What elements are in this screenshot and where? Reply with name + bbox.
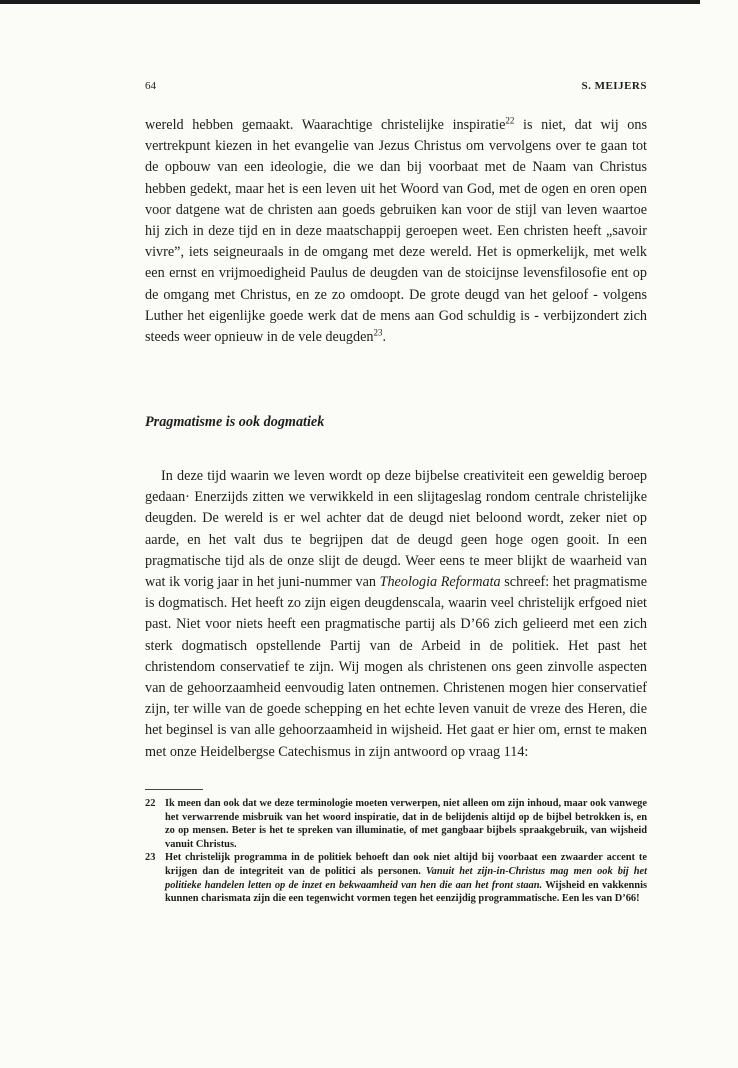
footnotes-section (145, 797, 647, 906)
top-border-rule (0, 0, 700, 4)
running-head-author: S. MEIJERS (581, 80, 647, 92)
footnote-text: Ik meen dan ook dat we deze terminologie moeten verwerpen, niet alleen om zijn inhoud, maar ook vanwege het verwarrende misbruik van het woord inspiratie, dat in de belijdenis altijd op de bijbel betrokken is, en zo op mensen. Beter is het te spreken van illuminatie, of met gangbaar bijbels spraakgebruik, van wijsheid vanuit Christus. (165, 798, 647, 850)
paragraph-1-text-a: wereld hebben gemaakt. Waarachtige christelijke inspiratie (145, 117, 506, 133)
footnote-number: 22 (145, 798, 156, 809)
footnote-22 (145, 797, 647, 851)
section-heading: Pragmatisme is ook dogmatiek (145, 414, 325, 430)
paragraph-1-text-b: is niet, dat wij ons vertrekpunt kiezen in het evangelie van Jezus Christus om vervolgens over te gaan tot de opbouw van een ideologie, die we dan bij voorbaat met de Naam van Christus hebben gedekt, maar het is een leven uit het Woord van God, met de ogen en oren open voor datgene wat de christen aan goeds gebruiken kan voor de stijl van leven waartoe hij zich in deze tijd en in deze maatschappij geroepen weet. Een christen heeft „savoir vivre”, iets seigneuraals in de omgang met deze wereld. Het is opmerkelijk, met welk een ernst en vrijmoedigheid Paulus de deugden van de stoicijnse levensfilosofie ent op de omgang met Christus, en ze zo omdoopt. De grote deugd van het geloof - volgens Luther het eigenlijke goede werk dat de mens aan God schuldig is - verbijzondert zich steeds weer opnieuw in de vele deugden (145, 117, 647, 346)
footnote-ref-22[interactable]: 22 (505, 115, 515, 126)
footnote-text-italic: Vanuit het zijn-in-Christus mag men ook bij het politieke handelen letten op de inzet en bekwaamheid van hen die aan het front staan. (165, 865, 647, 891)
footnote-ref-23[interactable]: 23 (373, 327, 383, 338)
footnote-text-end: Wijsheid en vakkennis kunnen charismata zijn die een tegenwicht vormen tegen het eenzijdig programmatische. Een les van D’66! (165, 879, 647, 905)
footnote-number: 23 (145, 852, 156, 864)
body-paragraph-2 (145, 466, 647, 763)
page-header (145, 80, 647, 96)
paragraph-2-text-a: In deze tijd waarin we leven wordt op deze bijbelse creativiteit een geweldig beroep gedaan· Enerzijds zitten we verwikkeld in een slijtageslag rondom centrale christelijke deugden. De wereld is er wel achter dat de deugd niet beloond wordt, zeker niet op aarde, en het valt dus te begrijpen dat de deugd geen hoge ogen gooit. In een pragmatische tijd als de onze slijt de deugd. Weer eens te meer blijkt de waarheid van wat ik vorig jaar in het juni-nummer van (145, 468, 647, 591)
footnote-text: Het christelijk programma in de politiek behoeft dan ook niet altijd bij voorbaat een zwaarder accent te krijgen dan de integriteit van de politici als personen. (165, 852, 647, 877)
footnote-23 (145, 851, 647, 905)
journal-title: Theologia Reformata (379, 574, 501, 591)
paragraph-2-text-b: schreef: het pragmatisme is dogmatisch. Het heeft zo zijn eigen deugdenscala, waarin veel christelijk erfgoed niet past. Niet voor niets heeft een pragmatische partij als D’66 zich gelieerd met een zich sterk dogmatisch opstellende Partij van de Arbeid in de politiek. Het past het christendom conservatief te zijn. Wij mogen als christenen ons geen zinvolle aspecten van de gehoorzaamheid eenvoudig laten ontnemen. Christenen mogen hier conservatief zijn, ter wille van de goede schepping en het echte leven vanuit de vreze des Heren, die het beginsel is van alle gehoorzaamheid in wijsheid. Het gaat er hier om, ernst te maken met onze Heidelbergse Catechismus in zijn antwoord op vraag 114: (145, 574, 647, 760)
page-number: 64 (145, 80, 156, 92)
footnote-divider (145, 789, 203, 790)
paragraph-1-text-end: . (382, 329, 387, 346)
body-paragraph-1 (145, 115, 647, 348)
